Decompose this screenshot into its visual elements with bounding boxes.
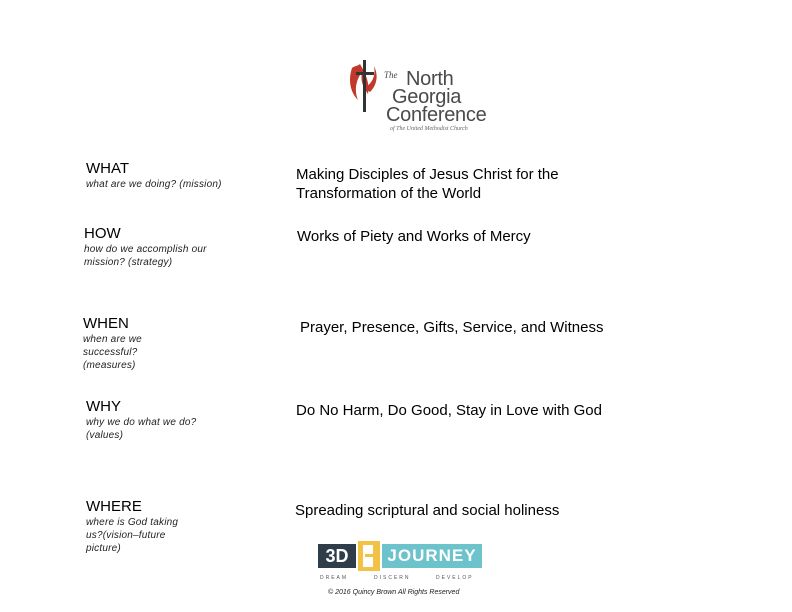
when-subtitle-line-1: when are we — [83, 334, 142, 345]
why-subtitle-line-2: (values) — [86, 430, 124, 441]
what-answer-line-1: Making Disciples of Jesus Christ for the — [296, 166, 559, 183]
why-answer: Do No Harm, Do Good, Stay in Love with God — [296, 402, 602, 419]
logo-the: The — [384, 70, 398, 80]
how-subtitle-line-2: mission? (strategy) — [84, 257, 173, 268]
what-subtitle: what are we doing? (mission) — [86, 179, 222, 190]
why-subtitle-line-1: why we do what we do? — [86, 417, 197, 428]
tag-discern: DISCERN — [374, 575, 411, 581]
when-subtitle-line-3: (measures) — [83, 360, 136, 371]
how-subtitle-line-1: how do we accomplish our — [84, 244, 207, 255]
tag-develop: DEVELOP — [436, 575, 474, 581]
door-icon — [358, 541, 380, 571]
where-answer: Spreading scriptural and social holiness — [295, 502, 560, 519]
how-title: HOW — [84, 225, 121, 242]
when-title: WHEN — [83, 315, 129, 332]
logo-subtitle: of The United Methodist Church — [390, 126, 468, 132]
where-title: WHERE — [86, 498, 142, 515]
logo-conference: Conference — [386, 104, 487, 126]
journey-word: JOURNEY — [382, 544, 482, 568]
what-answer-line-2: Transformation of the World — [296, 185, 482, 202]
when-answer: Prayer, Presence, Gifts, Service, and Witness — [300, 319, 604, 336]
copyright-notice: © 2016 Quincy Brown All Rights Reserved — [328, 589, 460, 596]
tag-dream: DREAM — [320, 575, 349, 581]
why-title: WHY — [86, 398, 121, 415]
where-subtitle-line-1: where is God taking — [86, 517, 179, 528]
cross-and-flame-icon — [346, 58, 382, 122]
when-subtitle-line-2: successful? — [83, 347, 138, 358]
how-answer: Works of Piety and Works of Mercy — [297, 228, 531, 245]
logo-north: North — [406, 68, 454, 90]
where-subtitle-line-2: us?(vision–future — [86, 530, 166, 541]
where-subtitle-line-3: picture) — [86, 543, 121, 554]
logo-georgia: Georgia — [392, 86, 462, 108]
3d-badge: 3D — [318, 544, 356, 568]
north-georgia-conference-logo — [346, 58, 488, 132]
what-title: WHAT — [86, 160, 130, 177]
